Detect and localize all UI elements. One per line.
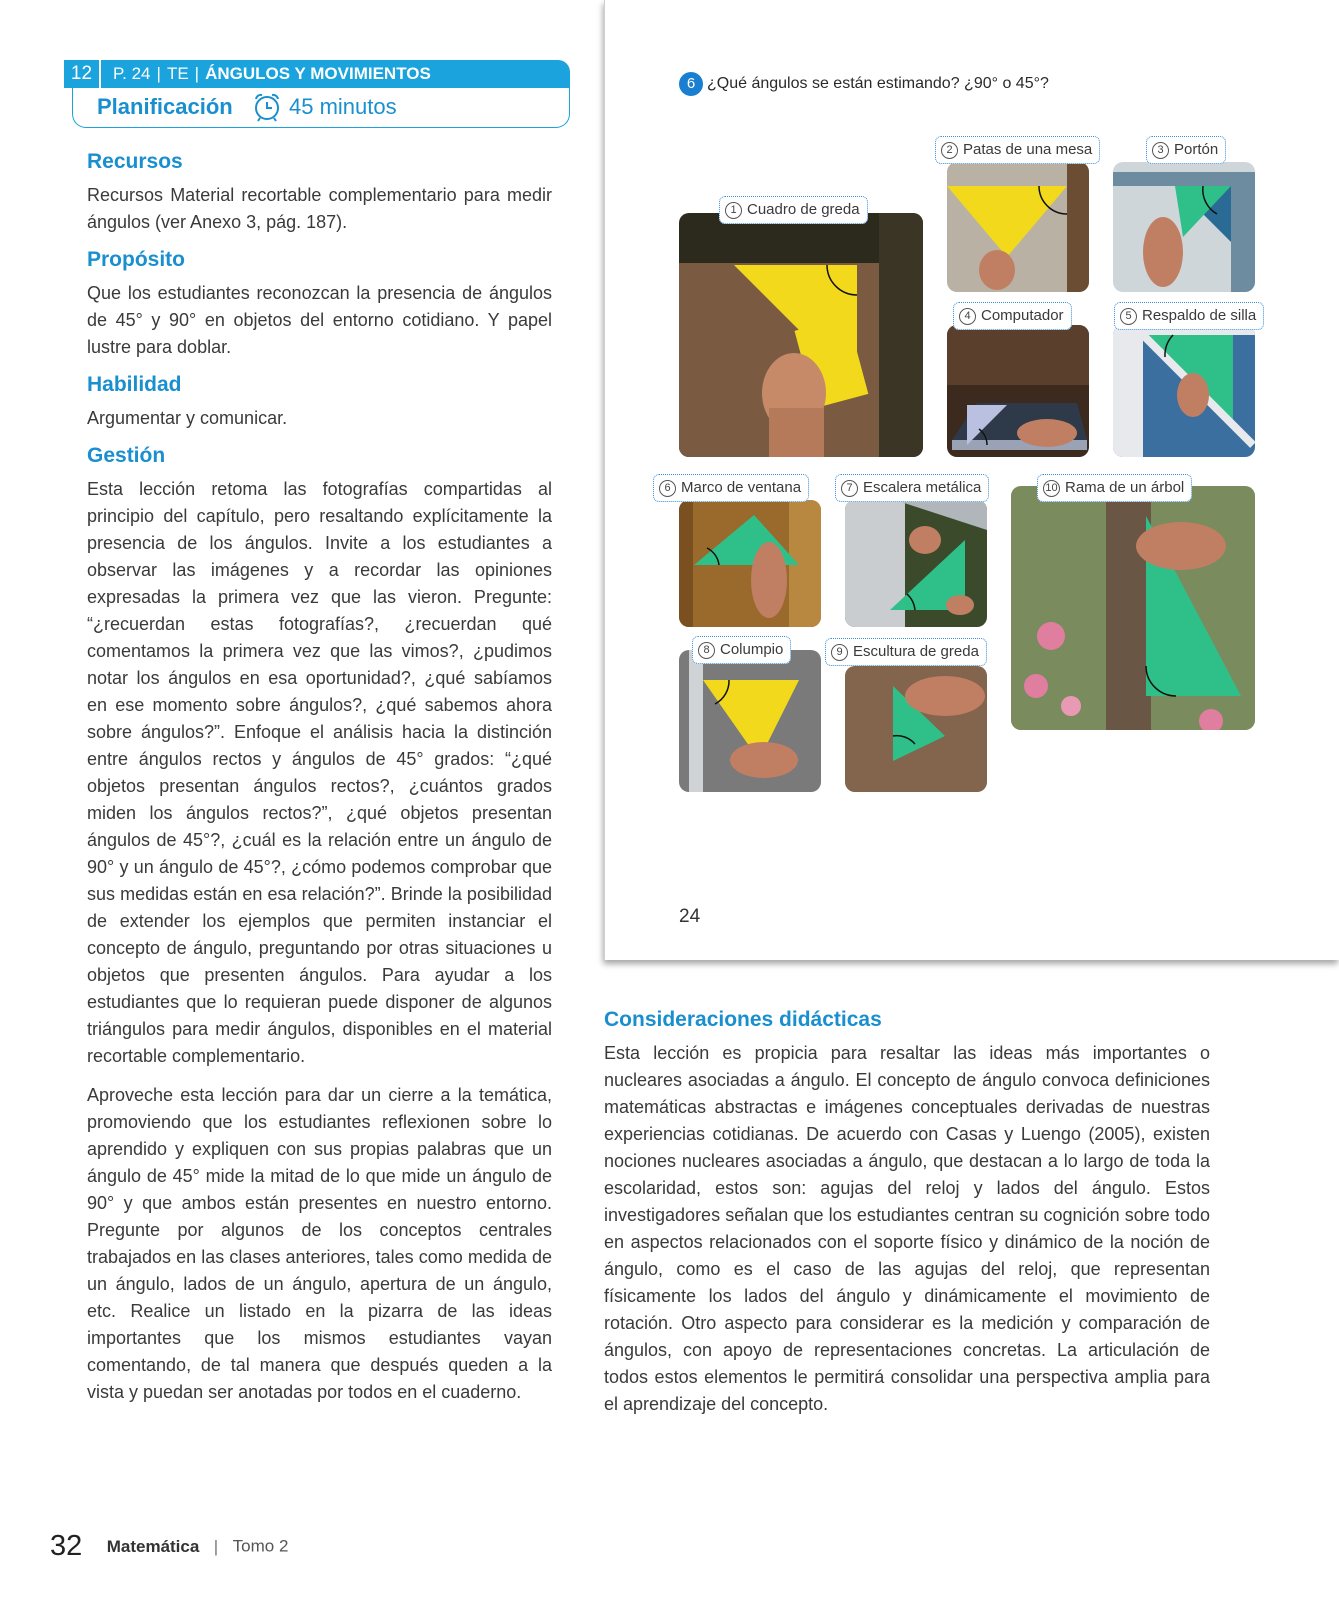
photo-respaldo-de-silla <box>1113 325 1255 457</box>
photo-label-7: 7 Escalera metálica <box>835 474 989 502</box>
photo-marco-de-ventana <box>679 500 821 627</box>
question-number: 6 <box>679 72 703 96</box>
photo-label-5: 5 Respaldo de silla <box>1114 302 1264 330</box>
gestion-paragraph-1: Esta lección retoma las fotografías compartidas al principio del capítulo, pero resaltando explícitamente la presencia de los ángulos. Invite a los estudiantes a observar las imágenes y a recordar las opiniones expresadas la primera vez que las vieron. Pregunte: “¿recuerdan estas fotografías?, ¿recuerdan qué comentamos la primera vez que las vimos?, ¿pudimos notar los ángulos en esa oportunidad?, ¿qué sabíamos en ese momento sobre ángulos?, ¿qué sabemos ahora sobre ángulos?”. Enfoque el análisis hacia la distinción entre ángulos rectos y ángulos de 45° grados: “¿qué objetos presentan ángulos rectos?, ¿cuántos grados miden los ángulos rectos?”, ¿qué objetos presentan ángulos de 45°?, ¿cuál es la relación entre un ángulo de 90° y un ángulo de 45°?, ¿cómo podemos comprobar que sus medidas están en esa relación?”. Brinde la posibilidad de extender los ejemplos que permiten instanciar el concepto de ángulo, preguntando por otras situaciones u objetos que presenten ángulos. Para ayudar a los estudiantes que lo requieran puede disponer de algunos triángulos para medir ángulos, disponibles en el material recortable complementario. <box>87 479 552 1066</box>
photo-escalera-metalica <box>845 500 987 627</box>
footer-page-number: 32 <box>50 1530 83 1562</box>
gestion-paragraph-2: Aproveche esta lección para dar un cierre a la temática, promoviendo que los estudiantes reflexionen sobre lo aprendido y expliquen con sus propias palabras que un ángulo de 45° mide la mitad de lo que mide un ángulo de 90° y que ambos están presentes en nuestro entorno. Pregunte por algunos de los conceptos centrales trabajados en las clases anteriores, tales como medida de un ángulo, lados de un ángulo, apertura de un ángulo, etc. Realice un listado en la pizarra de las ideas importantes que los mismos estudiantes vayan comentando, de tal manera que después queden a la vista y puedan ser anotadas por todos en el cuaderno. <box>87 1085 552 1402</box>
photo-columpio <box>679 650 821 792</box>
photo-label-6: 6 Marco de ventana <box>653 474 809 502</box>
photo-computador <box>947 325 1089 457</box>
photo-label-8: 8 Columpio <box>692 636 791 664</box>
proposito-text: Que los estudiantes reconozcan la presencia de ángulos de 45° y 90° en objetos del entorno cotidiano. Y papel lustre para doblar. <box>87 283 552 357</box>
photo-porton <box>1113 162 1255 292</box>
left-column <box>87 150 552 1418</box>
footer-separator: | <box>213 1536 219 1556</box>
photo-label-1: 1 Cuadro de greda <box>719 196 868 224</box>
lesson-topic-bar: P. 24 | TE | ÁNGULOS Y MOVIMIENTOS <box>101 60 570 88</box>
duration: 45 minutos <box>289 94 397 119</box>
recursos-text: Recursos Material recortable complementario para medir ángulos (ver Anexo 3, pág. 187). <box>87 185 552 232</box>
planning-box <box>72 88 570 128</box>
edition: TE <box>166 64 189 83</box>
habilidad-heading: Habilidad <box>87 373 182 396</box>
lesson-number: 12 <box>64 60 99 88</box>
photo-patas-de-una-mesa <box>947 162 1089 292</box>
photo-escultura-de-greda <box>845 666 987 792</box>
footer-subject: Matemática <box>106 1536 200 1556</box>
gestion-heading: Gestión <box>87 444 166 467</box>
alarm-clock-icon <box>251 92 283 122</box>
photo-label-9: 9 Escultura de greda <box>825 638 987 666</box>
proposito-heading: Propósito <box>87 248 185 271</box>
habilidad-text: Argumentar y comunicar. <box>87 408 288 428</box>
topic: ÁNGULOS Y MOVIMIENTOS <box>205 64 431 83</box>
question-text: ¿Qué ángulos se están estimando? ¿90° o 45°? <box>707 75 1049 93</box>
consideraciones-section <box>604 1008 1210 1418</box>
photo-label-4: 4 Computador <box>953 302 1072 330</box>
footer-volume: Tomo 2 <box>232 1536 289 1556</box>
consideraciones-heading: Consideraciones didácticas <box>604 1008 882 1031</box>
lesson-header <box>64 60 570 128</box>
consideraciones-text: Esta lección es propicia para resaltar las ideas más importantes o nucleares asociadas a ángulo. El concepto de ángulo convoca definiciones matemáticas abstractas e imágenes conceptuales derivadas de nuestras experiencias cotidianas. De acuerdo con Casas y Luengo (2005), existen nociones nucleares asociadas a ángulo, que destacan a lo largo de toda la escolaridad, estos son: agujas del reloj y lados del ángulo. Estos investigadores señalan que los estudiantes centran su cognición sobre todo en aspectos relacionados con el soporte físico y dinámico de la noción de ángulo, como es el caso de las agujas del reloj, que representan físicamente los lados del ángulo y dinámicamente el movimiento de rotación. Otro aspecto para considerar es la medición y comparación de ángulos, con apoyo de representaciones concretas. La articulación de todos estos elementos le permitirá consolidar una perspectiva amplia para el aprendizaje del concepto. <box>604 1043 1210 1414</box>
question <box>679 72 1049 96</box>
student-page-number: 24 <box>679 906 701 927</box>
photo-rama-de-un-arbol <box>1011 486 1255 730</box>
photo-label-10: 10 Rama de un árbol <box>1037 474 1192 502</box>
student-page-image <box>604 0 1339 960</box>
planning-label: Planificación <box>97 94 233 119</box>
page-footer <box>50 1530 288 1563</box>
page-ref: P. 24 <box>113 64 151 83</box>
photo-label-2: 2 Patas de una mesa <box>935 136 1100 164</box>
recursos-heading: Recursos <box>87 150 183 173</box>
photo-label-3: 3 Portón <box>1146 136 1226 164</box>
photo-cuadro-de-greda <box>679 213 923 457</box>
